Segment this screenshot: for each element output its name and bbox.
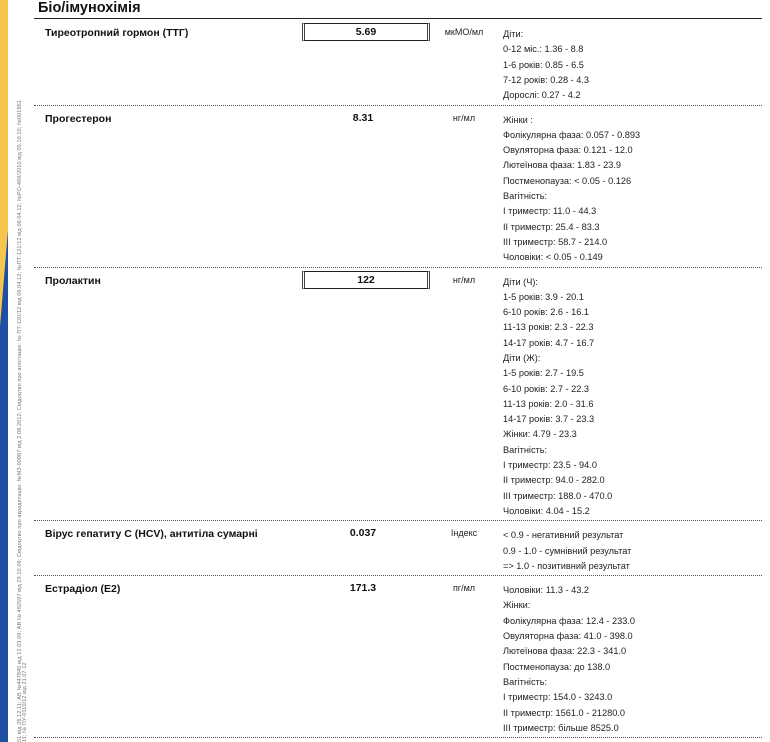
row-divider [34,737,762,738]
test-name: Естрадіол (Е2) [45,583,121,596]
reference-line: => 1.0 - позитивний результат [503,560,630,571]
reference-line: Жінки: 4.79 - 23.3 [503,429,577,440]
reference-line: Постменопауза: < 0.05 - 0.126 [503,175,632,186]
test-unit: нг/мл [452,112,476,123]
reference-range [503,583,635,736]
reference-line: Фолікулярна фаза: 0.057 - 0.893 [503,129,641,140]
reference-line: І триместр: 23.5 - 94.0 [503,460,597,471]
reference-line: 11-13 років: 2.0 - 31.6 [503,398,594,409]
section-title: Біо/імунохімія [38,0,141,16]
test-name: Прогестерон [45,112,112,125]
sidebar-color-stripe [0,0,8,742]
test-row [34,106,762,268]
reference-line: 1-5 років: 3.9 - 20.1 [503,291,584,302]
reference-line: ІІ триместр: 1561.0 - 21280.0 [503,707,626,718]
reference-line: Чоловіки: < 0.05 - 0.149 [503,252,603,263]
reference-line: ІІІ триместр: 188.0 - 470.0 [503,490,613,501]
reference-line: Чоловіки: 4.04 - 15.2 [503,505,590,516]
reference-line: Вагітність: [503,444,548,455]
license-line-2: 11; № ПУ-0110/12 від 21.07.12 [22,662,28,742]
reference-line: Жінки: [503,600,531,611]
reference-line: 1-5 років: 2.7 - 19.5 [503,368,584,379]
test-row [34,576,762,738]
test-result: 8.31 [352,111,374,124]
reference-line: 1-6 років: 0.85 - 6.5 [503,59,584,70]
reference-line: 14-17 років: 4.7 - 16.7 [503,337,595,348]
reference-line: Жінки : [503,114,533,125]
reference-line: Діти (Ч): [503,276,538,287]
reference-line: 14-17 років: 3.7 - 23.3 [503,414,595,425]
test-name: Вірус гепатиту С (HCV), антитіла сумарні [45,528,258,541]
license-line-1: 51 від 26.12.11; АВ №447845 від 12.03.09; АВ № 492597 від 29.10.09; Свідоцтво про акредитацію: №МЗ-00987 від 2.08.2012; Свідоцтво про атестацію: № ПТ-120/12 від 06.04.12; №ПТ-121/12 від 06.04.12; №РО-469/2010 від 05.10.10; №001861 [17,100,23,742]
reference-line: Чоловіки: 11.3 - 43.2 [503,585,590,596]
reference-line: ІІІ триместр: 58.7 - 214.0 [503,236,608,247]
reference-line: Вагітність: [503,190,548,201]
reference-line: 6-10 років: 2.6 - 16.1 [503,307,590,318]
reference-line: І триместр: 11.0 - 44.3 [503,206,597,217]
section-divider [34,18,762,19]
test-row [34,20,762,106]
sidebar-license-text [8,0,32,742]
test-result-flagged: 5.69 [302,23,430,41]
reference-line: 0-12 міс.: 1.36 - 8.8 [503,44,584,55]
reference-range [503,27,589,103]
reference-line: І триместр: 154.0 - 3243.0 [503,692,613,703]
reference-line: Овуляторна фаза: 0.121 - 12.0 [503,145,633,156]
reference-range [503,275,612,520]
reference-line: Дорослі: 0.27 - 4.2 [503,90,581,101]
test-row [34,521,762,576]
reference-range [503,528,631,574]
reference-line: 11-13 років: 2.3 - 22.3 [503,322,594,333]
test-unit: пг/мл [452,583,476,594]
reference-line: Лютеїнова фаза: 22.3 - 341.0 [503,646,627,657]
reference-line: Вагітність: [503,676,548,687]
test-name: Тиреотропний гормон (ТТГ) [45,27,189,39]
reference-range [503,113,640,266]
test-unit: Індекс [450,528,478,539]
reference-line: 0.9 - 1.0 - сумнівний результат [503,545,632,556]
reference-line: ІІ триместр: 25.4 - 83.3 [503,221,600,232]
reference-line: ІІІ триместр: більше 8525.0 [503,722,619,733]
reference-line: Діти (Ж): [503,352,541,363]
reference-line: 7-12 років: 0.28 - 4.3 [503,74,590,85]
test-unit: мкМО/мл [444,27,484,37]
test-unit: нг/мл [452,274,476,285]
test-result-flagged: 122 [302,271,430,289]
test-result: 171.3 [349,582,377,595]
test-name: Пролактин [45,274,101,287]
reference-line: Фолікулярна фаза: 12.4 - 233.0 [503,615,636,626]
reference-line: Постменопауза: до 138.0 [503,661,611,672]
test-row [34,268,762,522]
reference-line: Лютеїнова фаза: 1.83 - 23.9 [503,160,622,171]
reference-line: 6-10 років: 2.7 - 22.3 [503,383,590,394]
test-result: 0.037 [349,527,377,540]
reference-line: < 0.9 - негативний результат [503,530,624,541]
reference-line: Діти: [503,29,524,39]
reference-line: ІІ триместр: 94.0 - 282.0 [503,475,605,486]
reference-line: Овуляторна фаза: 41.0 - 398.0 [503,631,633,642]
